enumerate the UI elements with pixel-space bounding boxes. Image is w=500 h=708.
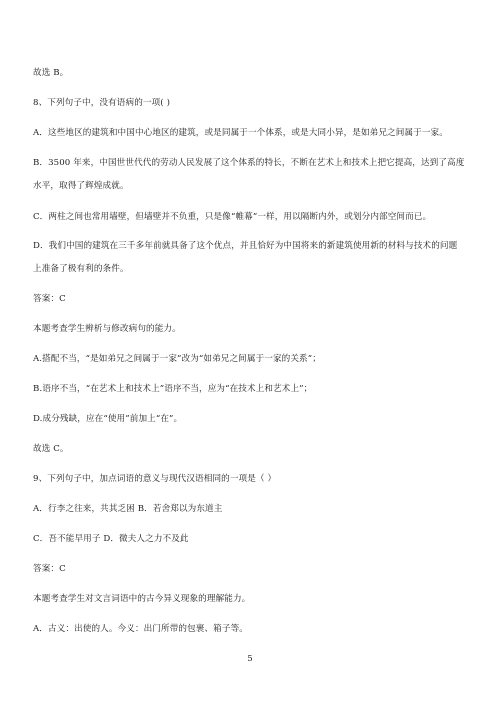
question-8-option-b: B．3500 年来，中国世世代代的劳动人民发展了这个体系的特长，不断在艺术上和技术上把它提高，达到了高度 <box>33 158 465 168</box>
question-8-analysis-d: D.成分残缺，应在“使用”前加上“在”。 <box>33 414 183 424</box>
question-8-option-c: C．两柱之间也常用墙壁，但墙壁并不负重，只是像“帷幕”一样，用以隔断内外，或划分内部空间而已。 <box>33 212 432 222</box>
text-line-conclusion-c: 故选 C。 <box>33 444 69 454</box>
question-8-explanation: 本题考查学生辨析与修改病句的能力。 <box>33 324 181 334</box>
question-9-options-cd: C．吾不能早用子 D．微夫人之力不及此 <box>33 534 189 544</box>
question-8-analysis-b: B.语序不当，“在艺术上和技术上”语序不当，应为“在技术上和艺术上”； <box>33 384 313 394</box>
question-9-answer: 答案：C <box>33 564 66 574</box>
question-8-analysis-a: A.搭配不当，“是如弟兄之间属于一家”改为“如弟兄之间属于一家的关系”； <box>33 354 321 364</box>
text-line-conclusion-b: 故选 B。 <box>33 68 69 78</box>
question-9-options-ab: A．行李之往来，共其乏困 B．若舍郑以为东道主 <box>33 504 223 514</box>
question-8-option-d-cont: 上准备了极有利的条件。 <box>33 264 129 274</box>
question-8-answer: 答案：C <box>33 294 66 304</box>
question-8-option-a: A．这些地区的建筑和中国中心地区的建筑，或是同属于一个体系，或是大同小异，是如弟兄之间属于一家。 <box>33 128 448 138</box>
question-9-analysis-a: A．古义：出使的人。今义：出门所带的包裹、箱子等。 <box>33 624 248 634</box>
page-number: 5 <box>247 654 253 664</box>
question-8-stem: 8、下列句子中，没有语病的一项( ) <box>33 98 171 108</box>
question-8-option-b-cont: 水平，取得了辉煌成就。 <box>33 181 129 191</box>
question-8-option-d: D．我们中国的建筑在三千多年前就具备了这个优点，并且恰好为中国将来的新建筑使用新的材料与技术的问题 <box>33 241 458 251</box>
question-9-stem: 9、下列句子中，加点词语的意义与现代汉语相同的一项是（ ） <box>33 474 277 484</box>
question-9-explanation: 本题考查学生对文言词语中的古今异义现象的理解能力。 <box>33 594 251 604</box>
